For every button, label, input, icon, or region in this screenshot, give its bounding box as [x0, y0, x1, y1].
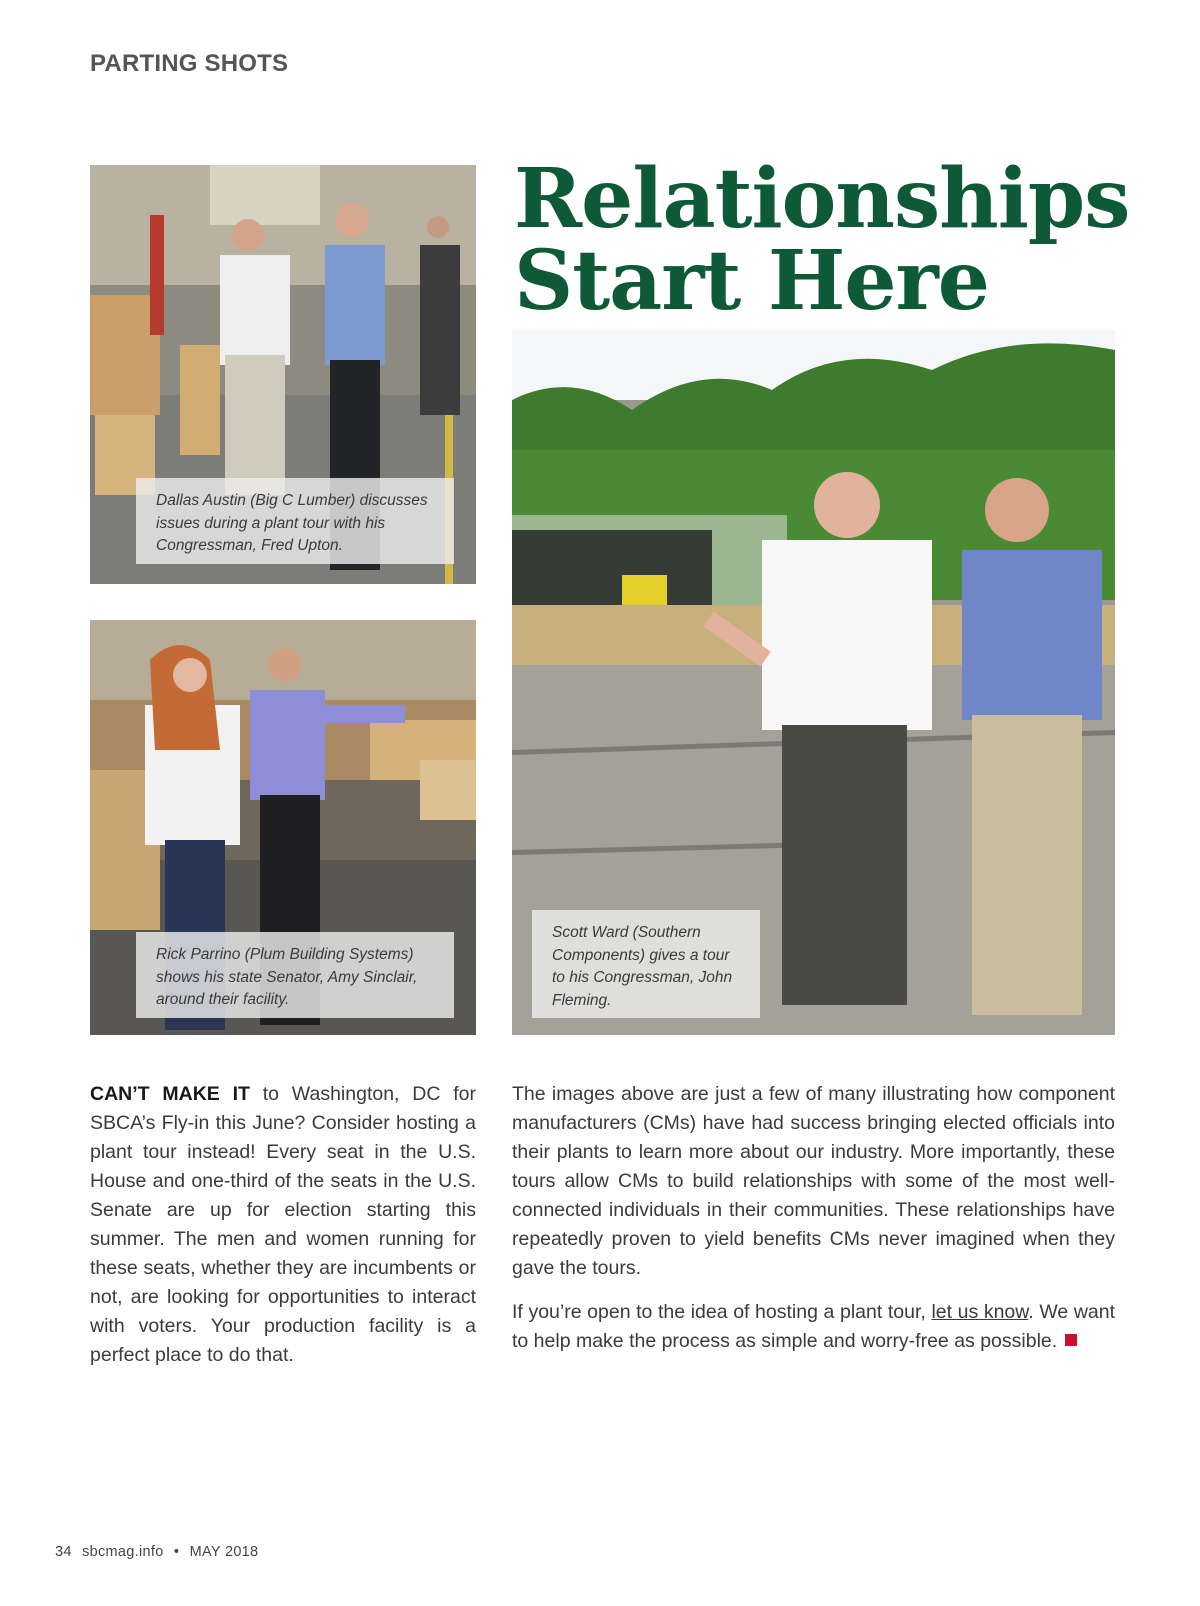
page-number: 34 — [55, 1544, 72, 1560]
photo-yard-fleming — [512, 330, 1115, 1035]
photo-2-caption: Rick Parrino (Plum Building Systems) shows his state Senator, Amy Sinclair, around their facility. — [136, 932, 454, 1018]
article-column-right — [512, 1080, 1115, 1371]
headline-line-2: Start Here — [514, 233, 989, 329]
body-paragraph-2-start: If you’re open to the idea of hosting a plant tour, — [512, 1301, 932, 1323]
photo-plant-tour-upton — [90, 165, 476, 584]
let-us-know-link[interactable]: let us know — [931, 1301, 1029, 1323]
body-paragraph-2 — [512, 1298, 1115, 1356]
headline-line-1: Relationships — [514, 151, 1130, 247]
headline — [514, 151, 1134, 329]
end-of-article-mark — [1065, 1334, 1077, 1346]
intro-lead: CAN’T MAKE IT — [90, 1083, 250, 1105]
intro-paragraph — [90, 1080, 476, 1370]
section-label: PARTING SHOTS — [90, 50, 289, 77]
page-footer — [55, 1544, 264, 1560]
photo-1-caption: Dallas Austin (Big C Lumber) discusses issues during a plant tour with his Congressman, Fred Upton. — [136, 478, 454, 564]
body-paragraph-2-end: . We want to help make the process as simple and worry-free as possible. — [512, 1301, 1116, 1352]
photo-3-caption: Scott Ward (Southern Components) gives a tour to his Congressman, John Fleming. — [532, 910, 760, 1018]
footer-site: sbcmag.info — [82, 1544, 164, 1560]
intro-text: to Washington, DC for SBCA’s Fly-in this June? Consider hosting a plant tour instead! Every seat in the U.S. House and one-third of the seats in the U.S. Senate are up for election starting this summer. The men and women running for these seats, whether they are incumbents or not, are looking for opportunities to interact with voters. Your production facility is a perfect place to do that. — [90, 1083, 477, 1366]
photo-facility-sinclair — [90, 620, 476, 1035]
footer-date: MAY 2018 — [189, 1544, 259, 1560]
body-paragraph-1: The images above are just a few of many illustrating how component manufacturers (CMs) have had success bringing elected officials into their plants to learn more about our industry. More importantly, these tours allow CMs to build relationships with some of the most well-connected individuals in their communities. These relationships have repeatedly proven to yield benefits CMs never imagined when they gave the tours. — [512, 1083, 1115, 1279]
footer-bullet: • — [173, 1544, 180, 1560]
